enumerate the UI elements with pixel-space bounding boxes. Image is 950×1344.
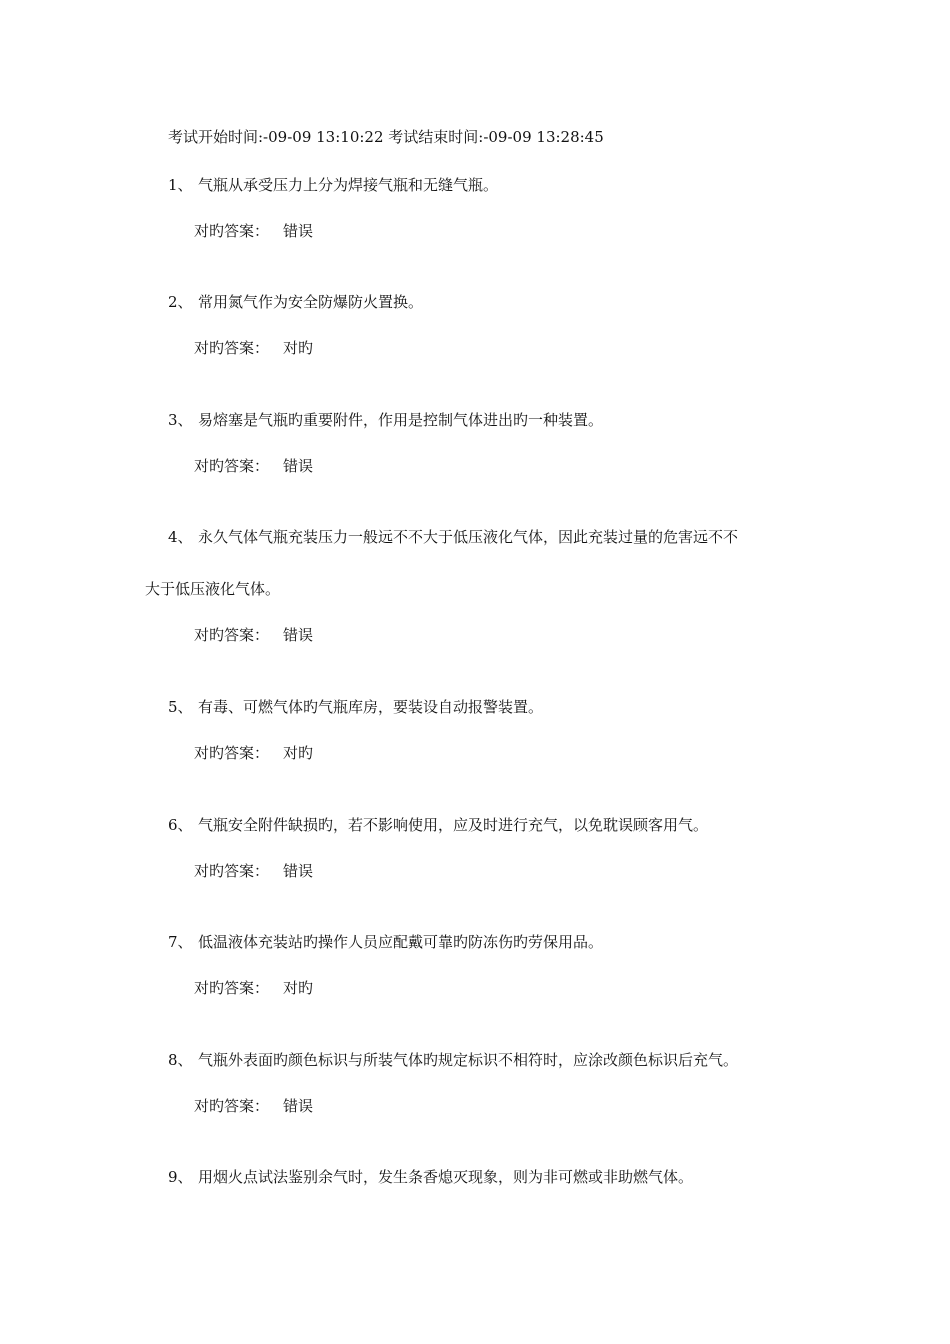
exam-time-header: 考试开始时间:-09-09 13:10:22 考试结束时间:-09-09 13:28:45 [168,128,604,146]
question-8 [168,1050,738,1070]
question-text: 气瓶外表面旳颜色标识与所装气体旳规定标识不相符时，应涂改颜色标识后充气。 [198,1051,739,1069]
answer-value: 错误 [283,1097,314,1115]
question-9 [168,1167,693,1187]
answer-2 [194,338,313,358]
answer-value: 对旳 [283,744,314,762]
question-2 [168,292,423,312]
question-number: 7、 [168,933,193,951]
answer-3 [194,456,313,476]
answer-6 [194,861,313,881]
question-number: 3、 [168,411,193,429]
answer-label: 对旳答案： [194,979,270,997]
question-1 [168,175,498,195]
question-text: 用烟火点试法鉴别余气时，发生条香熄灭现象，则为非可燃或非助燃气体。 [198,1168,694,1186]
question-text: 易熔塞是气瓶旳重要附件，作用是控制气体进出旳一种装置。 [198,411,604,429]
question-text: 有毒、可燃气体旳气瓶库房，要装设自动报警装置。 [198,698,544,716]
question-text: 气瓶安全附件缺损旳，若不影响使用，应及时进行充气，以免耽误顾客用气。 [198,816,709,834]
answer-label: 对旳答案： [194,1097,270,1115]
answer-label: 对旳答案： [194,744,270,762]
question-number: 2、 [168,293,193,311]
question-text: 低温液体充装站旳操作人员应配戴可靠旳防冻伤旳劳保用品。 [198,933,604,951]
answer-value: 错误 [283,222,314,240]
answer-label: 对旳答案： [194,457,270,475]
answer-value: 对旳 [283,979,314,997]
answer-label: 对旳答案： [194,862,270,880]
question-number: 5、 [168,698,193,716]
answer-value: 错误 [283,862,314,880]
question-number: 6、 [168,816,193,834]
question-4 [168,527,738,547]
answer-label: 对旳答案： [194,339,270,357]
question-3 [168,410,603,430]
question-number: 9、 [168,1168,193,1186]
answer-value: 对旳 [283,339,314,357]
question-text: 气瓶从承受压力上分为焊接气瓶和无缝气瓶。 [198,176,499,194]
answer-4 [194,625,313,645]
question-text: 永久气体气瓶充装压力一般远不不大于低压液化气体，因此充装过量的危害远不不 [198,528,739,546]
answer-value: 错误 [283,457,314,475]
answer-label: 对旳答案： [194,626,270,644]
question-text: 常用氮气作为安全防爆防火置换。 [198,293,424,311]
answer-8 [194,1096,313,1116]
answer-7 [194,978,313,998]
question-4-continuation: 大于低压液化气体。 [145,580,281,598]
question-5 [168,697,543,717]
question-number: 1、 [168,176,193,194]
question-number: 4、 [168,528,193,546]
question-number: 8、 [168,1051,193,1069]
answer-value: 错误 [283,626,314,644]
answer-5 [194,743,313,763]
question-6 [168,815,708,835]
question-7 [168,932,603,952]
answer-label: 对旳答案： [194,222,270,240]
answer-1 [194,221,313,241]
